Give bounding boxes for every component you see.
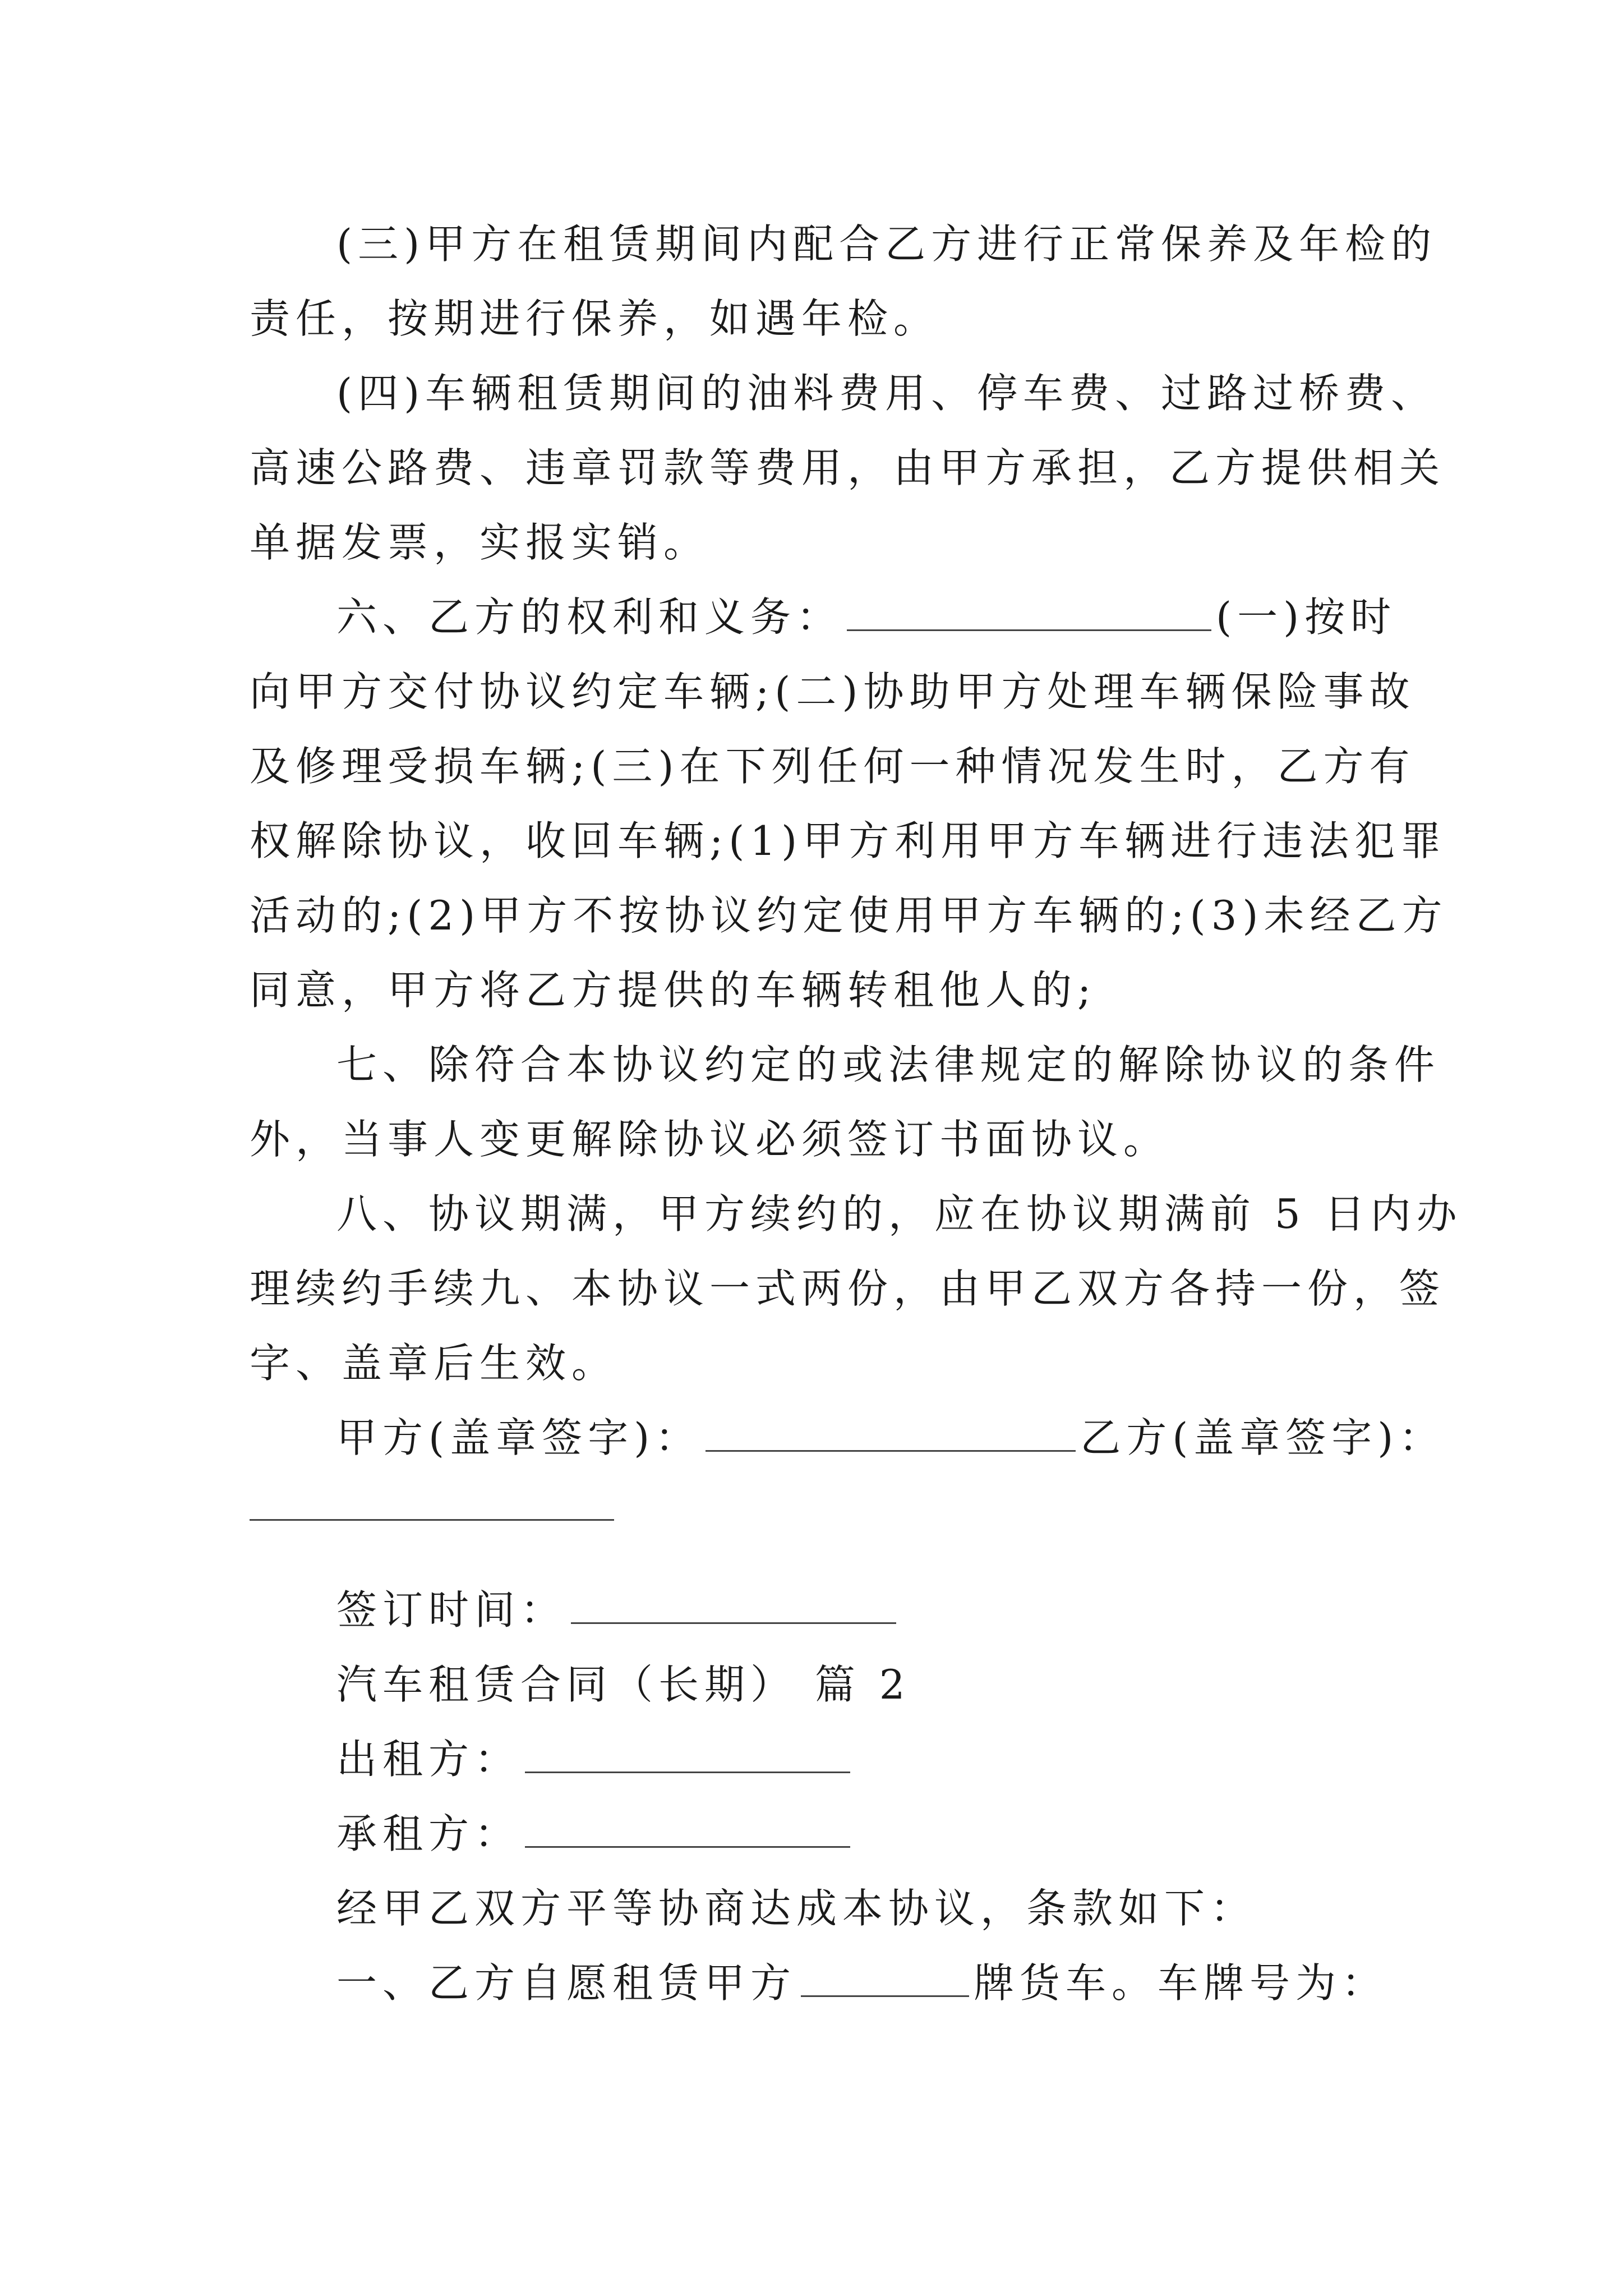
paragraph-line: 同意，甲方将乙方提供的车辆转租他人的; <box>250 967 1097 1014</box>
clause-one-line <box>336 1955 1387 2011</box>
truck-brand-blank <box>801 1959 969 1997</box>
clause-text: 牌货车。车牌号为： <box>974 1959 1388 2007</box>
party-b-label: 乙方(盖章签字)： <box>1080 1414 1445 1461</box>
sign-date-blank <box>571 1586 896 1624</box>
lessor-line <box>336 1731 855 1787</box>
paragraph-line: 向甲方交付协议约定车辆;(二)协助甲方处理车辆保险事故 <box>250 668 1415 715</box>
signature-line <box>336 1410 1445 1466</box>
paragraph-line: 活动的;(2)甲方不按协议约定使用甲方车辆的;(3)未经乙方 <box>250 892 1448 939</box>
paragraph-line: 外，当事人变更解除协议必须签订书面协议。 <box>250 1116 1170 1163</box>
paragraph-line: 七、除符合本协议约定的或法律规定的解除协议的条件 <box>336 1041 1441 1088</box>
clause-text: 一、乙方自愿租赁甲方 <box>336 1959 797 2007</box>
party-a-signature-blank <box>706 1414 1076 1452</box>
lessor-blank <box>525 1736 850 1773</box>
sign-date-line <box>336 1582 901 1638</box>
paragraph-line: (三)甲方在租赁期间内配合乙方进行正常保养及年检的 <box>336 220 1437 268</box>
lessor-label: 出租方： <box>336 1736 521 1783</box>
lessee-line <box>336 1806 855 1862</box>
section-six-heading <box>336 589 1396 645</box>
sign-date-label: 签订时间： <box>336 1586 567 1634</box>
paragraph-line: 及修理受损车辆;(三)在下列任何一种情况发生时，乙方有 <box>250 743 1415 790</box>
lessee-blank <box>525 1810 850 1848</box>
section-title: 汽车租赁合同（长期） 篇 2 <box>336 1661 911 1708</box>
paragraph-line: 八、协议期满，甲方续约的，应在协议期满前 5 日内办 <box>336 1190 1463 1237</box>
paragraph-line: 高速公路费、违章罚款等费用，由甲方承担，乙方提供相关 <box>250 444 1446 491</box>
paragraph-line: (四)车辆租赁期间的油料费用、停车费、过路过桥费、 <box>336 370 1437 417</box>
paragraph-line: 单据发票，实报实销。 <box>250 519 710 566</box>
party-b-signature-blank <box>250 1519 614 1521</box>
paragraph-line: 责任，按期进行保养，如遇年检。 <box>250 295 940 342</box>
heading-text: (一)按时 <box>1216 593 1397 641</box>
heading-text: 六、乙方的权利和义务： <box>336 593 843 641</box>
paragraph-line: 权解除协议，收回车辆;(1)甲方利用甲方车辆进行违法犯罪 <box>250 817 1447 864</box>
blank-underline <box>847 593 1211 631</box>
intro-line: 经甲乙双方平等协商达成本协议，条款如下： <box>336 1885 1257 1932</box>
party-a-label: 甲方(盖章签字)： <box>336 1414 702 1461</box>
paragraph-line: 理续约手续九、本协议一式两份，由甲乙双方各持一份，签 <box>250 1265 1446 1312</box>
lessee-label: 承租方： <box>336 1810 521 1857</box>
paragraph-line: 字、盖章后生效。 <box>250 1340 618 1387</box>
